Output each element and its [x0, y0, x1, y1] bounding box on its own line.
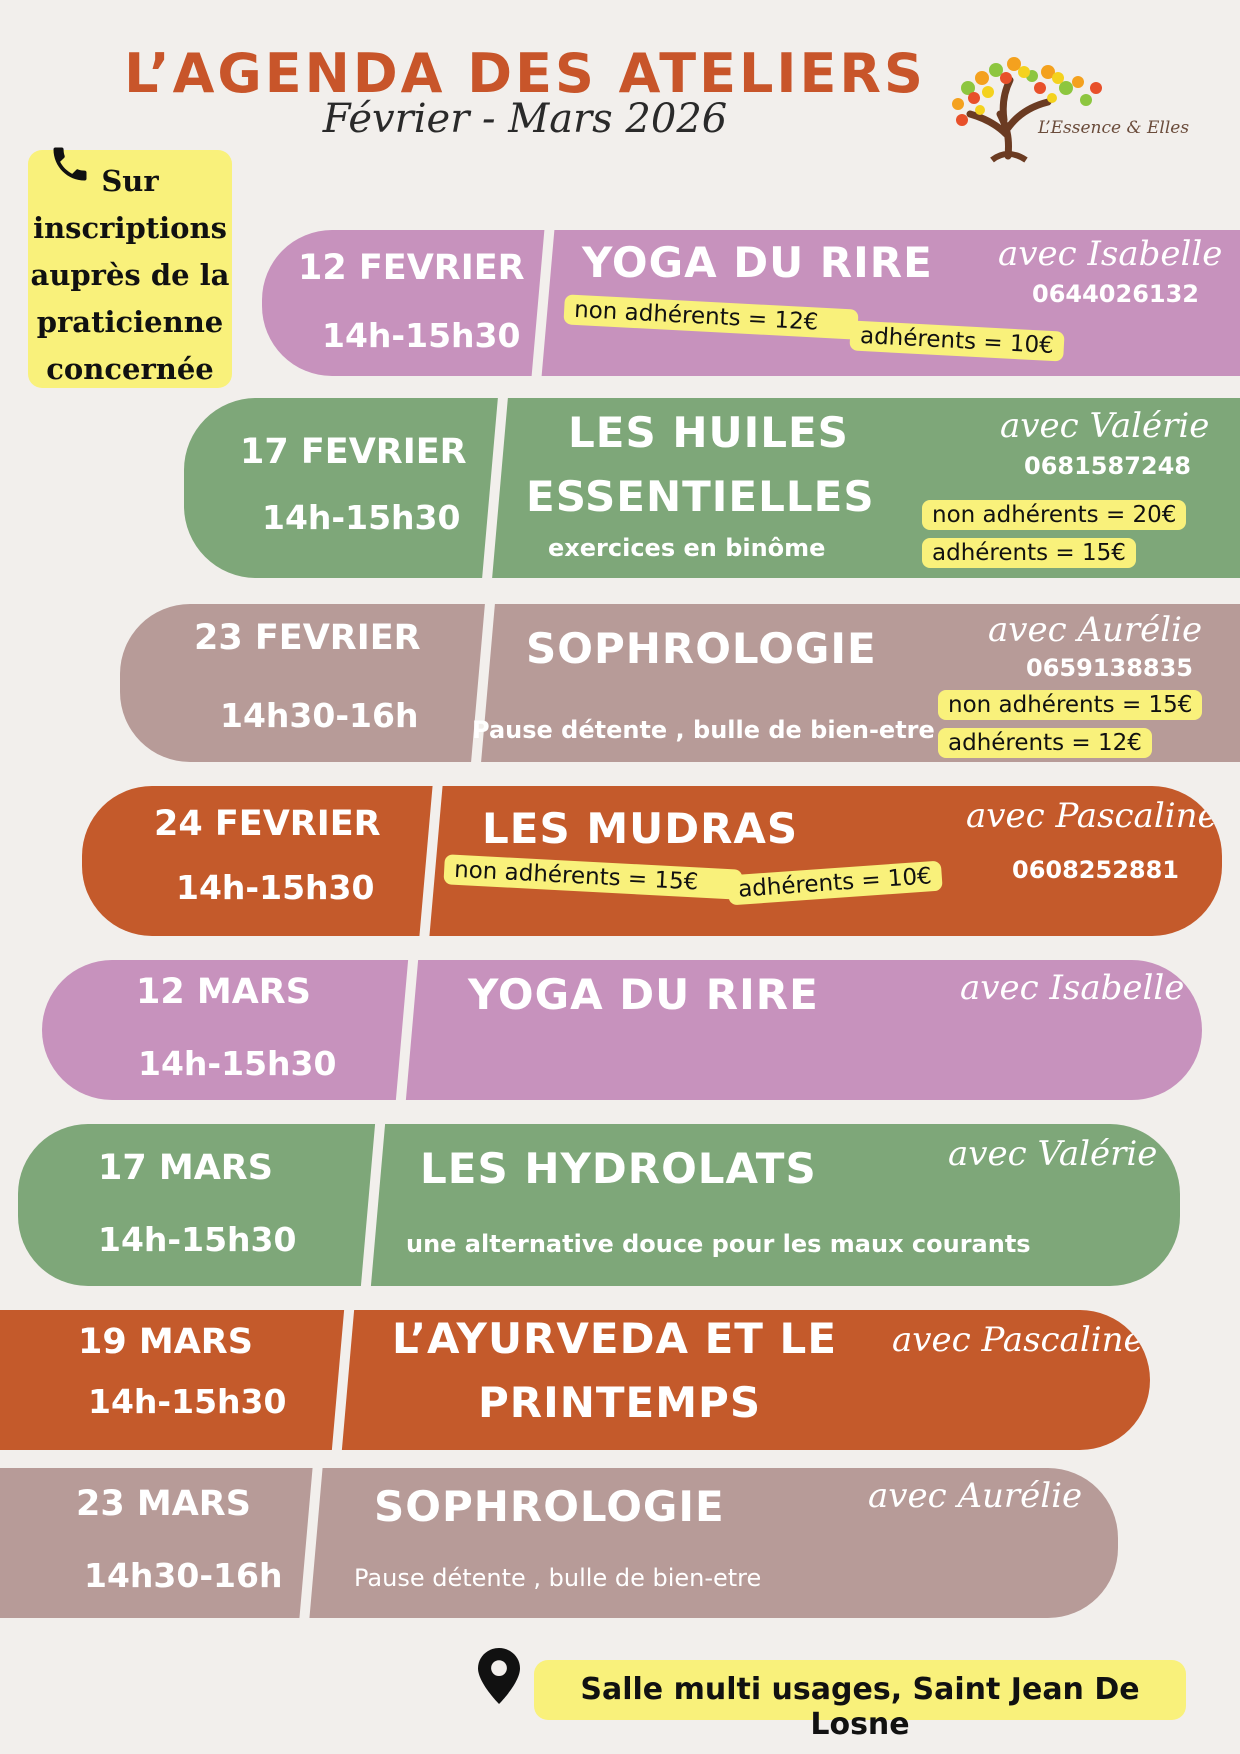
workshop-subtitle: Pause détente , bulle de bien-etre — [354, 1564, 762, 1592]
workshop-title-line2: PRINTEMPS — [478, 1378, 762, 1427]
price-members: adhérents = 15€ — [922, 538, 1136, 568]
workshop-title: SOPHROLOGIE — [526, 624, 877, 673]
workshop-title: LES HYDROLATS — [420, 1144, 817, 1193]
practitioner-name: avec Aurélie — [868, 1476, 1083, 1516]
phone-icon — [48, 142, 92, 186]
practitioner-phone: 0644026132 — [1032, 280, 1199, 308]
workshop-title-line1: L’AYURVEDA ET LE — [392, 1314, 838, 1363]
workshop-date: 12 FEVRIER — [298, 248, 525, 288]
workshop-row — [184, 398, 1240, 578]
date-block — [262, 230, 532, 376]
workshop-date: 24 FEVRIER — [154, 804, 381, 844]
workshop-subtitle: Pause détente , bulle de bien-etre — [472, 716, 935, 744]
workshop-row — [82, 786, 1222, 936]
workshop-date: 17 FEVRIER — [240, 432, 467, 472]
workshop-title: YOGA DU RIRE — [468, 970, 819, 1019]
logo-text: L’Essence & Elles — [1038, 118, 1190, 138]
price-non-members: non adhérents = 12€ — [563, 294, 859, 339]
workshop-row — [262, 230, 1240, 376]
date-block — [18, 1124, 363, 1286]
workshop-date: 23 FEVRIER — [194, 618, 421, 658]
workshop-title: YOGA DU RIRE — [582, 238, 933, 287]
location-text: Salle multi usages, Saint Jean De Losne — [580, 1672, 1140, 1742]
workshop-date: 12 MARS — [136, 972, 311, 1012]
location-badge — [534, 1660, 1186, 1742]
date-block — [120, 604, 470, 762]
workshop-title: SOPHROLOGIE — [374, 1482, 725, 1531]
workshop-row — [0, 1310, 1150, 1450]
workshop-subtitle: une alternative douce pour les maux courants — [406, 1230, 1031, 1258]
workshop-time: 14h-15h30 — [88, 1382, 287, 1421]
price-members: adhérents = 12€ — [938, 728, 1152, 758]
page-title: L’AGENDA DES ATELIERS — [124, 42, 926, 105]
workshop-time: 14h-15h30 — [176, 868, 375, 907]
workshop-row — [42, 960, 1202, 1100]
registration-note-text: Sur inscriptions auprès de la praticienne concernée — [30, 164, 230, 386]
workshop-time: 14h30-16h — [220, 696, 419, 735]
practitioner-name: avec Valérie — [1000, 406, 1210, 446]
workshop-title: LES MUDRAS — [482, 804, 799, 853]
workshop-subtitle: exercices en binôme — [548, 534, 826, 562]
tree-logo-icon — [948, 48, 1208, 173]
price-members: adhérents = 10€ — [727, 861, 942, 906]
logo — [948, 48, 1208, 173]
price-non-members: non adhérents = 15€ — [443, 854, 743, 900]
workshop-title-line2: ESSENTIELLES — [526, 472, 875, 521]
page-subtitle: Février - Mars 2026 — [322, 96, 728, 142]
practitioner-phone: 0681587248 — [1024, 452, 1191, 480]
workshop-time: 14h-15h30 — [322, 316, 521, 355]
price-non-members: non adhérents = 20€ — [922, 500, 1186, 530]
workshop-row — [120, 604, 1240, 762]
date-block — [42, 960, 397, 1100]
workshop-date: 23 MARS — [76, 1484, 251, 1524]
date-block — [184, 398, 484, 578]
practitioner-name: avec Pascaline — [966, 796, 1218, 836]
practitioner-name: avec Pascaline — [892, 1320, 1144, 1360]
date-block — [0, 1468, 300, 1618]
practitioner-name: avec Isabelle — [998, 234, 1223, 274]
date-block — [82, 786, 422, 936]
workshop-time: 14h30-16h — [84, 1556, 283, 1595]
date-block — [0, 1310, 332, 1450]
workshop-time: 14h-15h30 — [98, 1220, 297, 1259]
price-non-members: non adhérents = 15€ — [938, 690, 1202, 720]
location-pin-icon — [478, 1648, 520, 1704]
practitioner-phone: 0659138835 — [1026, 654, 1193, 682]
workshop-date: 17 MARS — [98, 1148, 273, 1188]
price-members: adhérents = 10€ — [849, 320, 1064, 361]
workshop-date: 19 MARS — [78, 1322, 253, 1362]
workshop-title-line1: LES HUILES — [568, 408, 849, 457]
workshop-row — [0, 1468, 1118, 1618]
practitioner-phone: 0608252881 — [1012, 856, 1179, 884]
workshop-time: 14h-15h30 — [262, 498, 461, 537]
practitioner-name: avec Valérie — [948, 1134, 1158, 1174]
practitioner-name: avec Aurélie — [988, 610, 1203, 650]
practitioner-name: avec Isabelle — [960, 968, 1185, 1008]
workshop-row — [18, 1124, 1180, 1286]
workshop-time: 14h-15h30 — [138, 1044, 337, 1083]
